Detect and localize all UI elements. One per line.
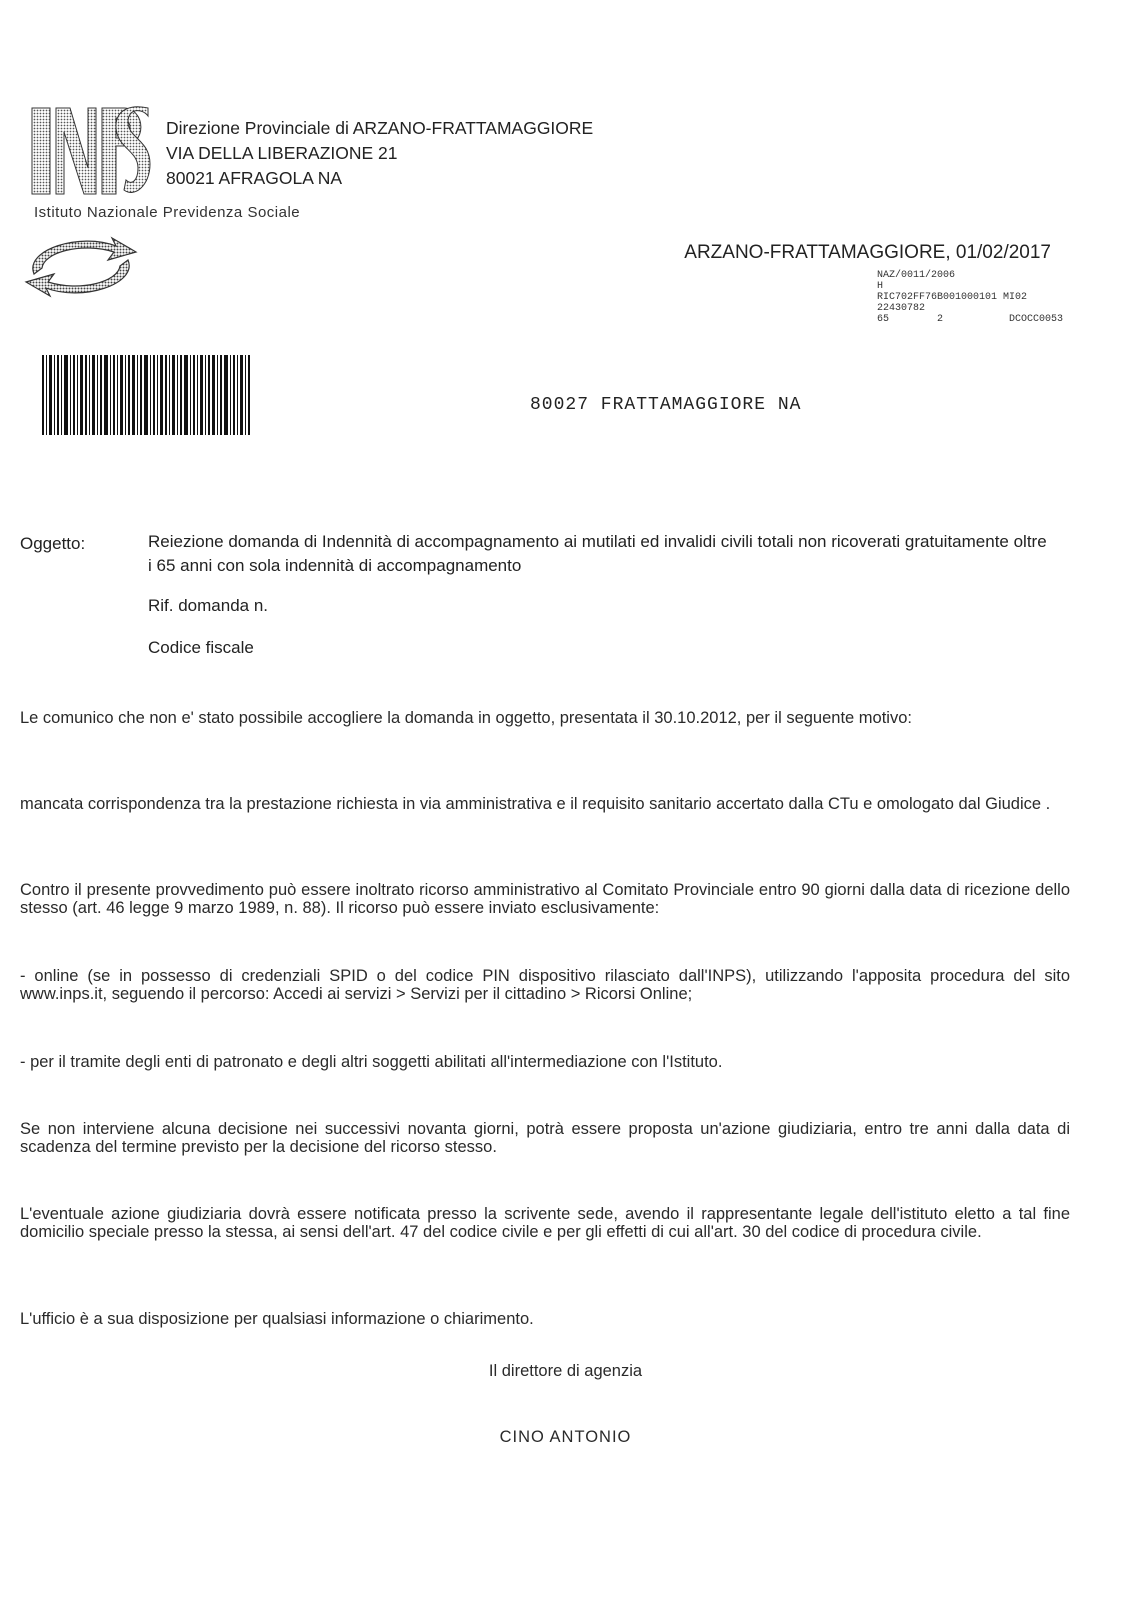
- place-and-date: ARZANO-FRATTAMAGGIORE, 01/02/2017: [684, 242, 1051, 263]
- signature-name: CINO ANTONIO: [499, 1428, 632, 1446]
- reference-codes: [877, 270, 1063, 325]
- body-paragraph-notification: L'eventuale azione giudiziaria dovrà essere notificata presso la scrivente sede, avendo il rappresentante legale dell'istituto eletto a tal fine domicilio speciale presso la stessa, ai sensi dell'art. 47 del codice civile e per gli effetti di cui all'art. 30 del codice di procedura civile.: [20, 1205, 1070, 1241]
- subject-text: Reiezione domanda di Indennità di accompagnamento ai mutilati ed invalidi civili totali non ricoverati gratuitamente oltre i 65 anni con sola indennità di accompagnamento: [148, 532, 1047, 575]
- institute-name: Istituto Nazionale Previdenza Sociale: [34, 204, 301, 221]
- reference-code-line: NAZ/0011/2006: [877, 270, 956, 281]
- tax-code-label: Codice fiscale: [148, 638, 254, 657]
- reference-code-line: 22430782: [877, 303, 926, 314]
- signature-title: Il direttore di agenzia: [488, 1362, 643, 1380]
- reference-code-line: H: [877, 281, 884, 292]
- application-reference-label: Rif. domanda n.: [148, 596, 269, 615]
- circular-arrows-emblem: [20, 230, 140, 304]
- body-paragraph-online-option: - online (se in possesso di credenziali SPID o del codice PIN dispositivo rilasciato dall'INPS), utilizzando l'apposita procedura del sito www.inps.it, seguendo il percorso: Accedi ai servizi > Servizi per il cittadino > Ricorsi Online;: [20, 967, 1070, 1003]
- postal-barcode: [42, 355, 252, 435]
- address-line-city: 80021 AFRAGOLA NA: [166, 168, 343, 188]
- body-paragraph-reason: mancata corrispondenza tra la prestazione richiesta in via amministrativa e il requisito sanitario accertato dalla CTu e omologato dal Giudice .: [20, 795, 1051, 813]
- subject-label: Oggetto:: [20, 534, 86, 553]
- reference-code-line: 65 2 DCOCC0053: [877, 314, 1064, 325]
- body-paragraph-judicial-action: Se non interviene alcuna decisione nei successivi novanta giorni, potrà essere proposta un'azione giudiziaria, entro tre anni dalla data di scadenza del termine previsto per la decisione del ricorso stesso.: [20, 1120, 1070, 1156]
- body-paragraph-patronage-option: - per il tramite degli enti di patronato e degli altri soggetti abilitati all'intermediazione con l'Istituto.: [20, 1053, 723, 1071]
- recipient-city: 80027 FRATTAMAGGIORE NA: [530, 395, 802, 415]
- body-paragraph-intro: Le comunico che non e' stato possibile accogliere la domanda in oggetto, presentata il 30.10.2012, per il seguente motivo:: [20, 709, 912, 727]
- office-address: [166, 116, 593, 191]
- inps-logo: [30, 106, 152, 198]
- logo-halftone-pattern: [30, 106, 152, 198]
- address-line-office: Direzione Provinciale di ARZANO-FRATTAMAGGIORE: [166, 118, 594, 138]
- reference-code-line: RIC702FF76B001000101 MI02: [877, 292, 1028, 303]
- address-line-street: VIA DELLA LIBERAZIONE 21: [166, 143, 398, 163]
- body-paragraph-appeal: Contro il presente provvedimento può essere inoltrato ricorso amministrativo al Comitato Provinciale entro 90 giorni dalla data di ricezione dello stesso (art. 46 legge 9 marzo 1989, n. 88). Il ricorso può essere inviato esclusivamente:: [20, 881, 1070, 917]
- body-paragraph-closing: L'ufficio è a sua disposizione per qualsiasi informazione o chiarimento.: [20, 1310, 534, 1328]
